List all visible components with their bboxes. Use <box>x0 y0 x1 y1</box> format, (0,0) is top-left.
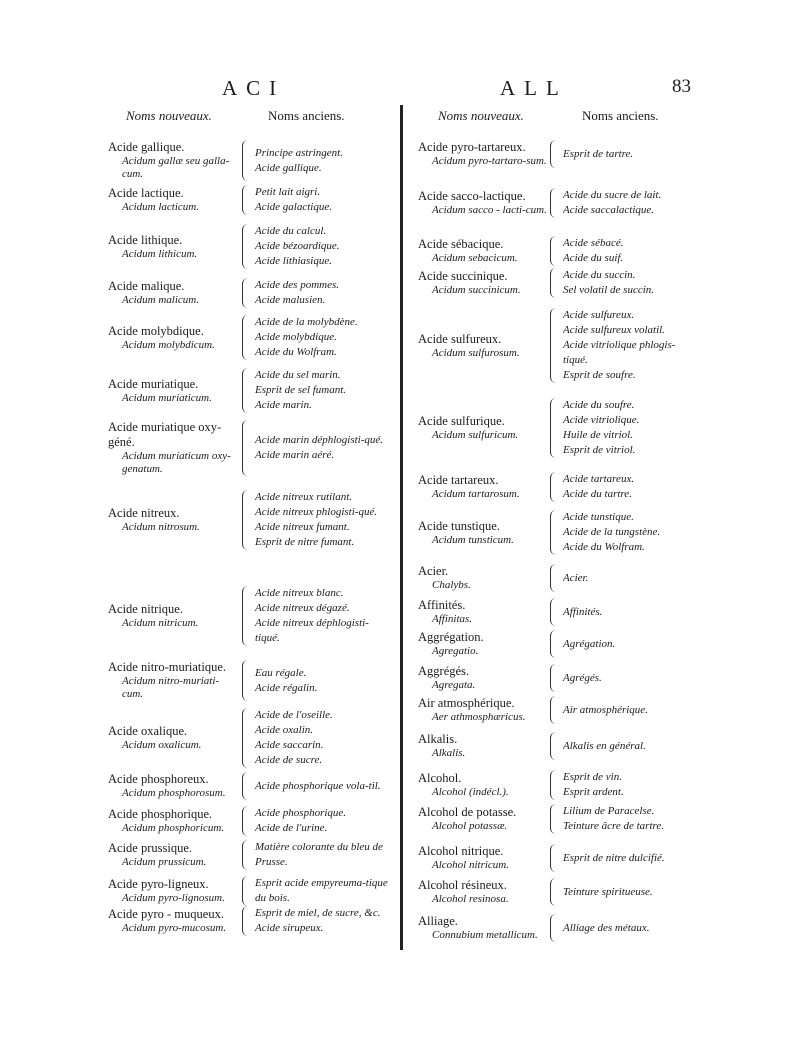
brace <box>242 224 251 269</box>
french-name: Acide sébacique. <box>418 237 504 251</box>
old-names-list <box>563 921 688 936</box>
french-name: Acide pyro-tartareux. <box>418 140 526 154</box>
old-name: Acide du tartre. <box>563 488 632 500</box>
old-names-list <box>255 708 388 768</box>
old-name: Acide phosphorique vola-til. <box>255 779 381 792</box>
brace <box>242 772 251 800</box>
old-names-list <box>255 146 388 176</box>
old-names-list <box>255 278 388 308</box>
entry <box>418 308 688 383</box>
french-name: Acide sacco-lactique. <box>418 189 526 203</box>
brace <box>242 315 251 360</box>
running-head-left: ACI <box>222 76 286 100</box>
french-name: Alkalis. <box>418 732 458 746</box>
old-name: Acide du calcul. <box>255 225 327 237</box>
old-name: Acide de l'urine. <box>255 822 328 834</box>
new-name-block <box>418 805 548 833</box>
old-name: Acide vitriolique. <box>563 414 640 426</box>
latin-name: Acidum prussicum. <box>122 856 207 868</box>
old-name: Acide sirupeux. <box>255 922 324 934</box>
old-name: Acide saccalactique. <box>563 204 655 216</box>
old-name: Alkalis en général. <box>563 739 646 752</box>
latin-name: Agregatio. <box>432 645 479 657</box>
old-names-list <box>255 185 388 215</box>
left-new-names-heading: Noms nouveaux. <box>126 108 212 123</box>
old-name: Agrégés. <box>563 671 602 684</box>
old-names-list <box>255 490 388 550</box>
new-name-block <box>418 598 548 626</box>
french-name: Acide gallique. <box>108 140 185 154</box>
running-head-right: ALL <box>500 76 568 100</box>
old-name: Acide marin. <box>255 399 312 411</box>
new-name-block <box>108 279 240 307</box>
old-name: Acide de l'oseille. <box>255 709 333 721</box>
entry <box>418 770 688 800</box>
old-names-list <box>255 433 388 463</box>
old-name: Acide de la tungstène. <box>563 526 661 538</box>
entry <box>108 876 388 906</box>
old-name: Acide nitreux fumant. <box>255 521 350 533</box>
new-name-block <box>418 696 548 724</box>
old-name: Acide du Wolfram. <box>563 541 645 553</box>
old-name: Matière colorante du bleu de Prusse. <box>255 841 383 868</box>
new-name-block <box>418 914 548 942</box>
french-name: Acide malique. <box>108 279 185 293</box>
old-names-list <box>563 236 688 266</box>
french-name: Acide lactique. <box>108 186 184 200</box>
old-names-list <box>563 885 688 900</box>
old-name: Lilium de Paracelse. <box>563 805 655 817</box>
entry <box>108 660 388 701</box>
french-name: Acide muriatique oxy-géné. <box>108 420 222 449</box>
old-name: Esprit de miel, de sucre, &c. <box>255 907 381 919</box>
latin-name: Acidum oxalicum. <box>122 739 202 751</box>
new-name-block <box>108 724 240 752</box>
old-names-list <box>255 315 388 360</box>
old-name: Agrégation. <box>563 637 616 650</box>
brace <box>550 140 559 168</box>
old-name: Esprit de soufre. <box>563 369 636 381</box>
old-names-list <box>563 605 688 620</box>
entry <box>108 315 388 360</box>
entry <box>108 420 388 476</box>
brace <box>242 708 251 768</box>
old-names-list <box>255 779 388 794</box>
new-name-block <box>108 602 240 630</box>
new-name-block <box>108 506 240 534</box>
old-names-list <box>563 472 688 502</box>
old-name: Acide vitriolique phlogis-tiqué. <box>563 339 676 366</box>
old-name: Acide du soufre. <box>563 399 635 411</box>
french-name: Alcohol. <box>418 771 462 785</box>
old-names-list <box>563 510 688 555</box>
french-name: Alcohol nitrique. <box>418 844 504 858</box>
old-names-list <box>255 906 388 936</box>
old-name: Alliage des métaux. <box>563 921 650 934</box>
entry <box>418 878 688 906</box>
old-name: Esprit de vitriol. <box>563 444 636 456</box>
old-name: Acide tunstique. <box>563 511 634 523</box>
french-name: Alcohol de potasse. <box>418 805 517 819</box>
brace <box>550 844 559 872</box>
brace <box>550 664 559 692</box>
old-name: Acide sulfureux. <box>563 309 635 321</box>
new-name-block <box>418 473 548 501</box>
old-name: Acide galactique. <box>255 201 332 213</box>
old-name: Acide tartareux. <box>563 473 635 485</box>
new-name-block <box>108 420 240 476</box>
latin-name: Alkalis. <box>432 747 466 759</box>
brace <box>550 914 559 942</box>
brace <box>550 630 559 658</box>
old-names-list <box>563 804 688 834</box>
old-name: Teinture spiritueuse. <box>563 885 653 898</box>
page-number: 83 <box>672 76 691 97</box>
french-name: Acide molybdique. <box>108 323 204 338</box>
old-name: Acide oxalin. <box>255 724 314 736</box>
old-name: Acide gallique. <box>255 161 322 174</box>
latin-name: Acidum molybdicum. <box>122 338 215 351</box>
brace <box>242 278 251 308</box>
entry <box>108 490 388 550</box>
old-name: Eau régale. <box>255 666 307 679</box>
latin-name: Alcohol resinosa. <box>432 893 509 905</box>
new-name-block <box>108 841 240 869</box>
old-names-list <box>563 637 688 652</box>
new-name-block <box>418 140 548 168</box>
french-name: Affinités. <box>418 598 466 612</box>
latin-name: Acidum nitro-muriati-cum. <box>122 675 220 700</box>
old-name: Acide du suif. <box>563 252 624 264</box>
old-name: Acide marin aéré. <box>255 449 335 461</box>
old-name: Acide des pommes. <box>255 279 340 291</box>
french-name: Acide tunstique. <box>418 518 500 533</box>
french-name: Acide pyro-ligneux. <box>108 877 209 891</box>
latin-name: Acidum nitrosum. <box>122 521 200 533</box>
old-name: Air atmosphérique. <box>563 703 648 716</box>
latin-name: Acidum sebacicum. <box>432 252 518 264</box>
old-names-list <box>563 147 688 162</box>
right-new-names-heading: Noms nouveaux. <box>438 108 524 123</box>
old-names-list <box>563 268 688 298</box>
latin-name: Acidum sulfuricum. <box>432 429 519 441</box>
new-name-block <box>418 564 548 592</box>
brace <box>550 770 559 800</box>
brace <box>550 732 559 760</box>
old-name: Esprit acide empyreuma-tique du bois. <box>255 877 388 904</box>
french-name: Acier. <box>418 564 449 578</box>
old-name: Acide du sel marin. <box>255 369 341 381</box>
old-name: Acide malusien. <box>255 294 326 306</box>
right-old-names-heading: Noms anciens. <box>582 108 659 123</box>
old-name: Affinités. <box>563 605 603 618</box>
entry <box>418 844 688 872</box>
french-name: Acide lithique. <box>108 232 183 247</box>
french-name: Alcohol résineux. <box>418 878 507 892</box>
french-name: Acide muriatique. <box>108 376 199 391</box>
french-name: Acide phosphoreux. <box>108 772 209 786</box>
french-name: Air atmosphérique. <box>418 696 515 710</box>
latin-name: Acidum pyro-tartaro-sum. <box>432 155 547 167</box>
brace <box>242 368 251 413</box>
latin-name: Acidum malicum. <box>122 294 199 306</box>
old-names-list <box>255 666 388 696</box>
french-name: Acide succinique. <box>418 269 508 283</box>
old-name: Esprit de sel fumant. <box>255 384 347 396</box>
latin-name: Affinitas. <box>432 613 473 625</box>
entry <box>108 224 388 269</box>
old-names-list <box>563 188 688 218</box>
latin-name: Acidum pyro-mucosum. <box>122 922 227 934</box>
new-name-block <box>418 732 548 760</box>
entry <box>418 398 688 458</box>
new-name-block <box>108 772 240 800</box>
latin-name: Acidum sacco - lacti-cum. <box>432 204 547 216</box>
new-name-block <box>108 907 240 935</box>
old-name: Acide molybdique. <box>255 331 337 343</box>
old-name: Esprit ardent. <box>563 786 624 798</box>
old-names-list <box>563 398 688 458</box>
latin-name: Alcohol (indécl.). <box>432 786 509 798</box>
latin-name: Acidum lithicum. <box>122 247 198 260</box>
old-names-list <box>563 571 688 586</box>
entry <box>418 268 688 298</box>
brace <box>242 185 251 215</box>
old-name: Esprit de nitre dulcifié. <box>563 851 665 864</box>
entry <box>418 664 688 692</box>
brace <box>550 236 559 266</box>
new-name-block <box>418 664 548 692</box>
entry <box>108 140 388 181</box>
brace <box>242 876 251 906</box>
french-name: Acide tartareux. <box>418 473 499 487</box>
old-name: Esprit de tartre. <box>563 147 634 160</box>
old-name: Acide nitreux dégazé. <box>255 602 350 614</box>
old-name: Acide de sucre. <box>255 754 323 766</box>
french-name: Acide nitreux. <box>108 506 180 520</box>
new-name-block <box>108 807 240 835</box>
french-name: Acide sulfureux. <box>418 331 502 346</box>
latin-name: Acidum phosphoricum. <box>122 822 225 834</box>
new-name-block <box>108 377 240 405</box>
entry <box>418 236 688 266</box>
old-name: Acier. <box>563 571 589 584</box>
new-name-block <box>418 771 548 799</box>
new-name-block <box>418 844 548 872</box>
latin-name: Acidum muriaticum. <box>122 391 212 404</box>
old-name: Esprit de vin. <box>563 771 622 783</box>
entry <box>108 586 388 646</box>
latin-name: Acidum gallæ seu galla-cum. <box>122 155 230 180</box>
entry <box>418 564 688 592</box>
old-name: Acide saccarin. <box>255 739 324 751</box>
old-names-list <box>563 703 688 718</box>
column-divider <box>400 105 403 950</box>
new-name-block <box>108 140 240 181</box>
brace <box>550 804 559 834</box>
entry <box>418 188 688 218</box>
brace <box>242 140 251 181</box>
french-name: Alliage. <box>418 914 458 928</box>
brace <box>550 878 559 906</box>
brace <box>242 840 251 870</box>
old-names-list <box>255 806 388 836</box>
old-names-list <box>255 876 388 906</box>
french-name: Aggrégés. <box>418 664 470 678</box>
old-name: Acide du sucre de lait. <box>563 189 662 201</box>
old-name: Acide du succin. <box>563 269 636 281</box>
old-name: Acide marin déphlogisti-qué. <box>255 434 384 446</box>
old-name: Esprit de nitre fumant. <box>255 536 355 548</box>
brace <box>550 510 559 555</box>
new-name-block <box>418 269 548 297</box>
new-name-block <box>108 660 240 701</box>
old-names-list <box>255 368 388 413</box>
brace <box>242 420 251 476</box>
new-name-block <box>108 233 240 261</box>
latin-name: Acidum nitricum. <box>122 617 199 629</box>
old-name: Acide sébacé. <box>563 237 624 249</box>
latin-name: Acidum pyro-lignosum. <box>122 892 225 904</box>
new-name-block <box>108 877 240 905</box>
entry <box>418 732 688 760</box>
new-name-block <box>418 519 548 547</box>
brace <box>550 598 559 626</box>
latin-name: Acidum lacticum. <box>122 201 199 213</box>
latin-name: Alcohol potassæ. <box>432 820 508 832</box>
latin-name: Connubium metallicum. <box>432 929 538 941</box>
entry <box>418 472 688 502</box>
french-name: Acide sulfurique. <box>418 414 505 428</box>
latin-name: Acidum tartarosum. <box>432 488 520 500</box>
new-name-block <box>418 237 548 265</box>
old-names-list <box>563 770 688 800</box>
entry <box>108 368 388 413</box>
latin-name: Acidum tunsticum. <box>432 533 514 546</box>
old-names-list <box>563 739 688 754</box>
brace <box>550 268 559 298</box>
old-name: Acide du Wolfram. <box>255 346 337 358</box>
old-names-list <box>255 224 388 269</box>
entry <box>108 806 388 836</box>
old-name: Sel volatil de succin. <box>563 284 655 296</box>
old-name: Acide nitreux rutilant. <box>255 491 353 503</box>
old-names-list <box>255 586 388 646</box>
latin-name: Agregata. <box>432 679 476 691</box>
brace <box>550 696 559 724</box>
latin-name: Acidum muriaticum oxy-genatum. <box>122 450 231 475</box>
brace <box>550 564 559 592</box>
latin-name: Acidum succinicum. <box>432 284 521 296</box>
brace <box>550 472 559 502</box>
new-name-block <box>418 630 548 658</box>
entry <box>418 140 688 168</box>
old-name: Acide lithiasique. <box>255 255 332 267</box>
old-name: Petit lait aigri. <box>255 186 321 198</box>
new-name-block <box>108 324 240 352</box>
entry <box>108 840 388 870</box>
old-name: Acide nitreux déphlogisti-tiqué. <box>255 617 369 644</box>
latin-name: Acidum phosphorosum. <box>122 787 226 799</box>
entry <box>418 510 688 555</box>
entry <box>418 630 688 658</box>
new-name-block <box>418 878 548 906</box>
french-name: Acide phosphorique. <box>108 807 213 821</box>
brace <box>242 660 251 701</box>
new-name-block <box>108 186 240 214</box>
brace <box>550 188 559 218</box>
left-old-names-heading: Noms anciens. <box>268 108 345 123</box>
french-name: Acide oxalique. <box>108 724 188 738</box>
entry <box>108 185 388 215</box>
entry <box>108 708 388 768</box>
old-name: Acide bézoardique. <box>255 240 340 252</box>
french-name: Acide nitro-muriatique. <box>108 660 227 674</box>
brace <box>242 906 251 936</box>
entry <box>418 804 688 834</box>
old-name: Principe astringent. <box>255 146 343 159</box>
old-names-list <box>563 308 688 383</box>
new-name-block <box>418 189 548 217</box>
old-name: Acide sulfureux volatil. <box>563 324 665 336</box>
entry <box>418 914 688 942</box>
old-names-list <box>255 840 388 870</box>
latin-name: Alcohol nitricum. <box>432 859 509 871</box>
brace <box>242 586 251 646</box>
brace <box>242 806 251 836</box>
old-name: Huile de vitriol. <box>563 429 633 441</box>
entry <box>108 772 388 800</box>
old-name: Acide nitreux phlogisti-qué. <box>255 506 378 518</box>
entry <box>418 598 688 626</box>
new-name-block <box>418 332 548 360</box>
latin-name: Aer athmosphæricus. <box>432 711 526 723</box>
french-name: Acide pyro - muqueux. <box>108 907 224 921</box>
entry <box>108 278 388 308</box>
french-name: Acide nitrique. <box>108 602 183 616</box>
brace <box>550 398 559 458</box>
old-name: Acide régalin. <box>255 681 318 694</box>
entry <box>418 696 688 724</box>
old-name: Acide de la molybdène. <box>255 316 358 328</box>
french-name: Acide prussique. <box>108 841 193 855</box>
old-names-list <box>563 671 688 686</box>
french-name: Aggrégation. <box>418 630 484 644</box>
latin-name: Acidum sulfurosum. <box>432 346 520 359</box>
old-names-list <box>563 851 688 866</box>
new-name-block <box>418 414 548 442</box>
old-name: Acide nitreux blanc. <box>255 587 344 599</box>
brace <box>242 490 251 550</box>
old-name: Acide phosphorique. <box>255 807 347 819</box>
old-name: Teinture âcre de tartre. <box>563 820 665 832</box>
latin-name: Chalybs. <box>432 579 471 591</box>
entry <box>108 906 388 936</box>
brace <box>550 308 559 383</box>
